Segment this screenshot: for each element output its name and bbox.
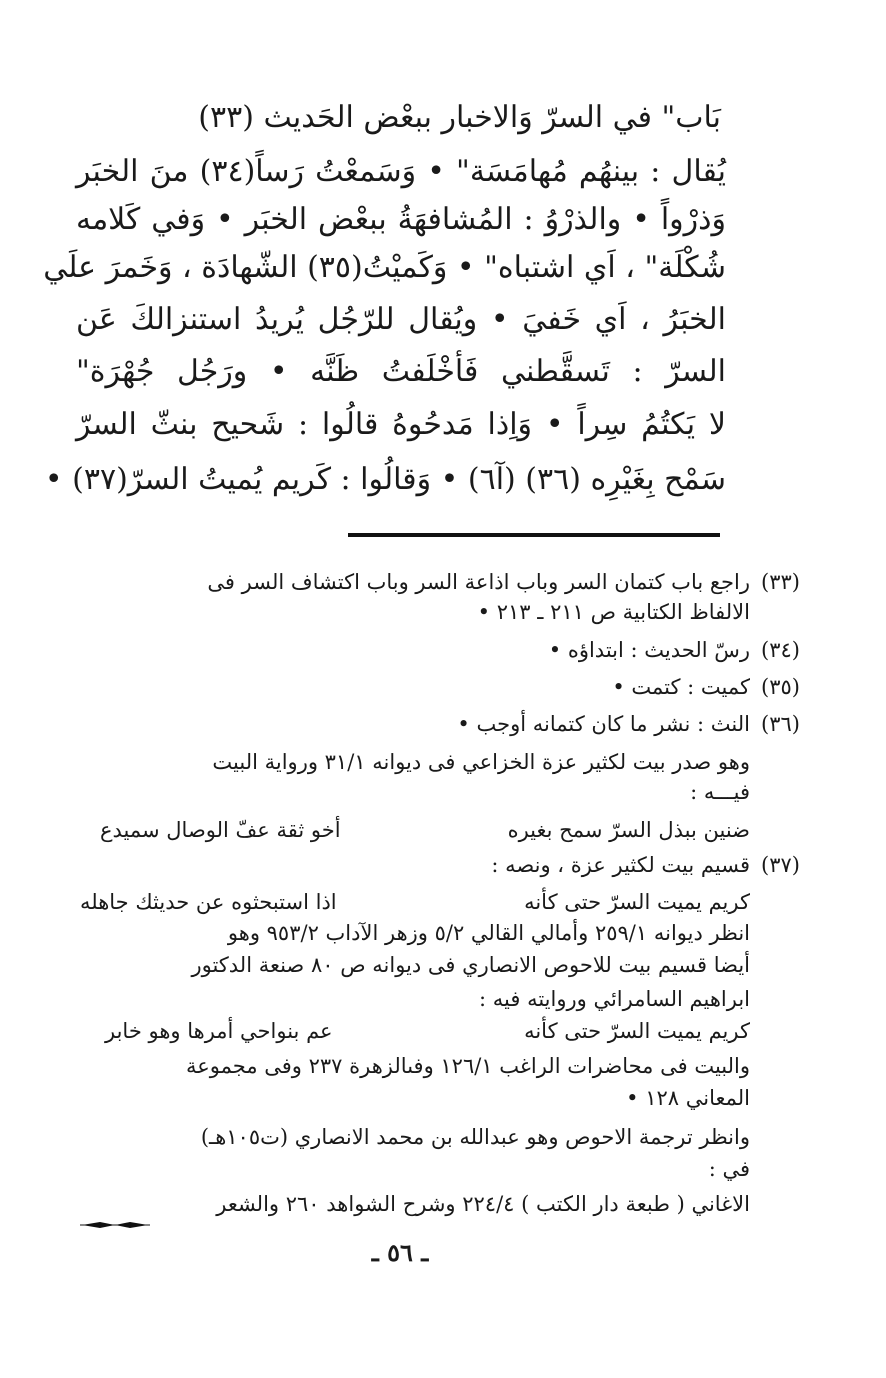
- verse-second-hemistich: أخو ثقة عفّ الوصال سميدع: [100, 818, 341, 842]
- footnote-33: [207, 567, 800, 597]
- main-text-line: الخبَرُ ، اَي خَفيَ • ويُقال للرّجُل يُريدُ استنزالكَ عَن: [76, 302, 726, 337]
- footnote-number: (٣٤): [761, 638, 800, 662]
- main-text-line: وَذرْواً • والذرْوُ : المُشافهَةُ ببعْض الخبَر • وَفي كَلامه: [76, 202, 726, 237]
- footnote-text-continued: الاغاني ( طبعة دار الكتب ) ٢٢٤/٤ وشرح الشواهد ٢٦٠ والشعر: [216, 1192, 750, 1216]
- verse-second-hemistich: اذا استبحثوه عن حديثك جاهله: [80, 890, 337, 914]
- verse-second-hemistich: عم بنواحي أمرها وهو خابر: [105, 1019, 333, 1043]
- footnote-number: (٣٥): [761, 675, 800, 699]
- chapter-title: بَاب" في السرّ وَالاخبار ببعْض الحَديث (٣٣): [198, 100, 721, 135]
- verse-first-hemistich: كريم يميت السرّ حتى كأنه: [524, 890, 750, 914]
- footnote-text: قسيم بيت لكثير عزة ، ونصه :: [491, 853, 750, 877]
- footnote-text: النث : نشر ما كان كتمانه أوجب •: [457, 712, 750, 736]
- footnote-text-continued: الالفاظ الكتابية ص ٢١١ ـ ٢١٣ •: [477, 600, 750, 624]
- footnote-text-continued: في :: [708, 1157, 750, 1181]
- footnote-34: [549, 635, 800, 665]
- footnote-text: راجع باب كتمان السر وباب اذاعة السر وباب اكتشاف السر فى: [207, 570, 750, 594]
- main-text-line: يُقال : بينهُم مُهامَسَة" • وَسَمعْتُ رَساً(٣٤) منَ الخبَر: [76, 154, 726, 189]
- main-text-line: لا يَكتُمُ سِراً • وَاِذا مَدحُوهُ قالُوا : شَحيح بنثّ السرّ: [76, 407, 726, 442]
- footnote-text: كميت : كتمت •: [612, 675, 750, 699]
- footnote-number: (٣٧): [761, 853, 800, 877]
- footnote-text-continued: انظر ديوانه ٢٥٩/١ وأمالي القالي ٥/٢ وزهر الآداب ٩٥٣/٢ وهو: [227, 921, 750, 945]
- page-number: ـ ٥٦ ـ: [371, 1238, 429, 1267]
- footnote-36: [457, 709, 800, 739]
- footnote-text: رسّ الحديث : ابتداؤه •: [548, 638, 750, 662]
- footnote-text-continued: وانظر ترجمة الاحوص وهو عبدالله بن محمد الانصاري (ت١٠٥هـ): [200, 1125, 750, 1149]
- ornament-flourish: [80, 1218, 150, 1232]
- footnote-text-continued: فيـــه :: [690, 780, 750, 804]
- verse-first-hemistich: كريم يميت السرّ حتى كأنه: [524, 1019, 750, 1043]
- verse-first-hemistich: ضنين ببذل السرّ سمح بغيره: [507, 818, 750, 842]
- footnote-text-continued: ابراهيم السامرائي وروايته فيه :: [479, 987, 750, 1011]
- footnote-text-continued: أيضا قسيم بيت للاحوص الانصاري فى ديوانه ص ٨٠ صنعة الدكتور: [191, 953, 750, 977]
- footnote-37: [491, 850, 800, 880]
- footnote-text-continued: والبيت فى محاضرات الراغب ١٢٦/١ وفىالزهرة ٢٣٧ وفى مجموعة: [186, 1054, 750, 1078]
- main-text-line: السرّ : تَسقَّطني فَأخْلَفتُ ظَنَّه • ورَجُل جُهْرَة": [76, 354, 726, 389]
- main-text-line: شُكْلَة" ، اَي اشتباه" • وَكَميْتُ(٣٥) الشّهادَة ، وَخَمرَ علَي: [43, 250, 726, 285]
- footnote-number: (٣٦): [761, 712, 800, 736]
- footnote-separator-rule: [348, 533, 720, 537]
- footnote-text-continued: وهو صدر بيت لكثير عزة الخزاعي فى ديوانه ٣١/١ ورواية البيت: [212, 750, 750, 774]
- footnote-number: (٣٣): [761, 570, 800, 594]
- main-text-line: سَمْح بِغَيْرِه (٣٦) (آ٦) • وَقالُوا : كَريم يُميتُ السرّ(٣٧) •: [44, 462, 726, 497]
- footnote-text-continued: المعاني ١٢٨ •: [626, 1086, 750, 1110]
- footnote-35: [612, 672, 800, 702]
